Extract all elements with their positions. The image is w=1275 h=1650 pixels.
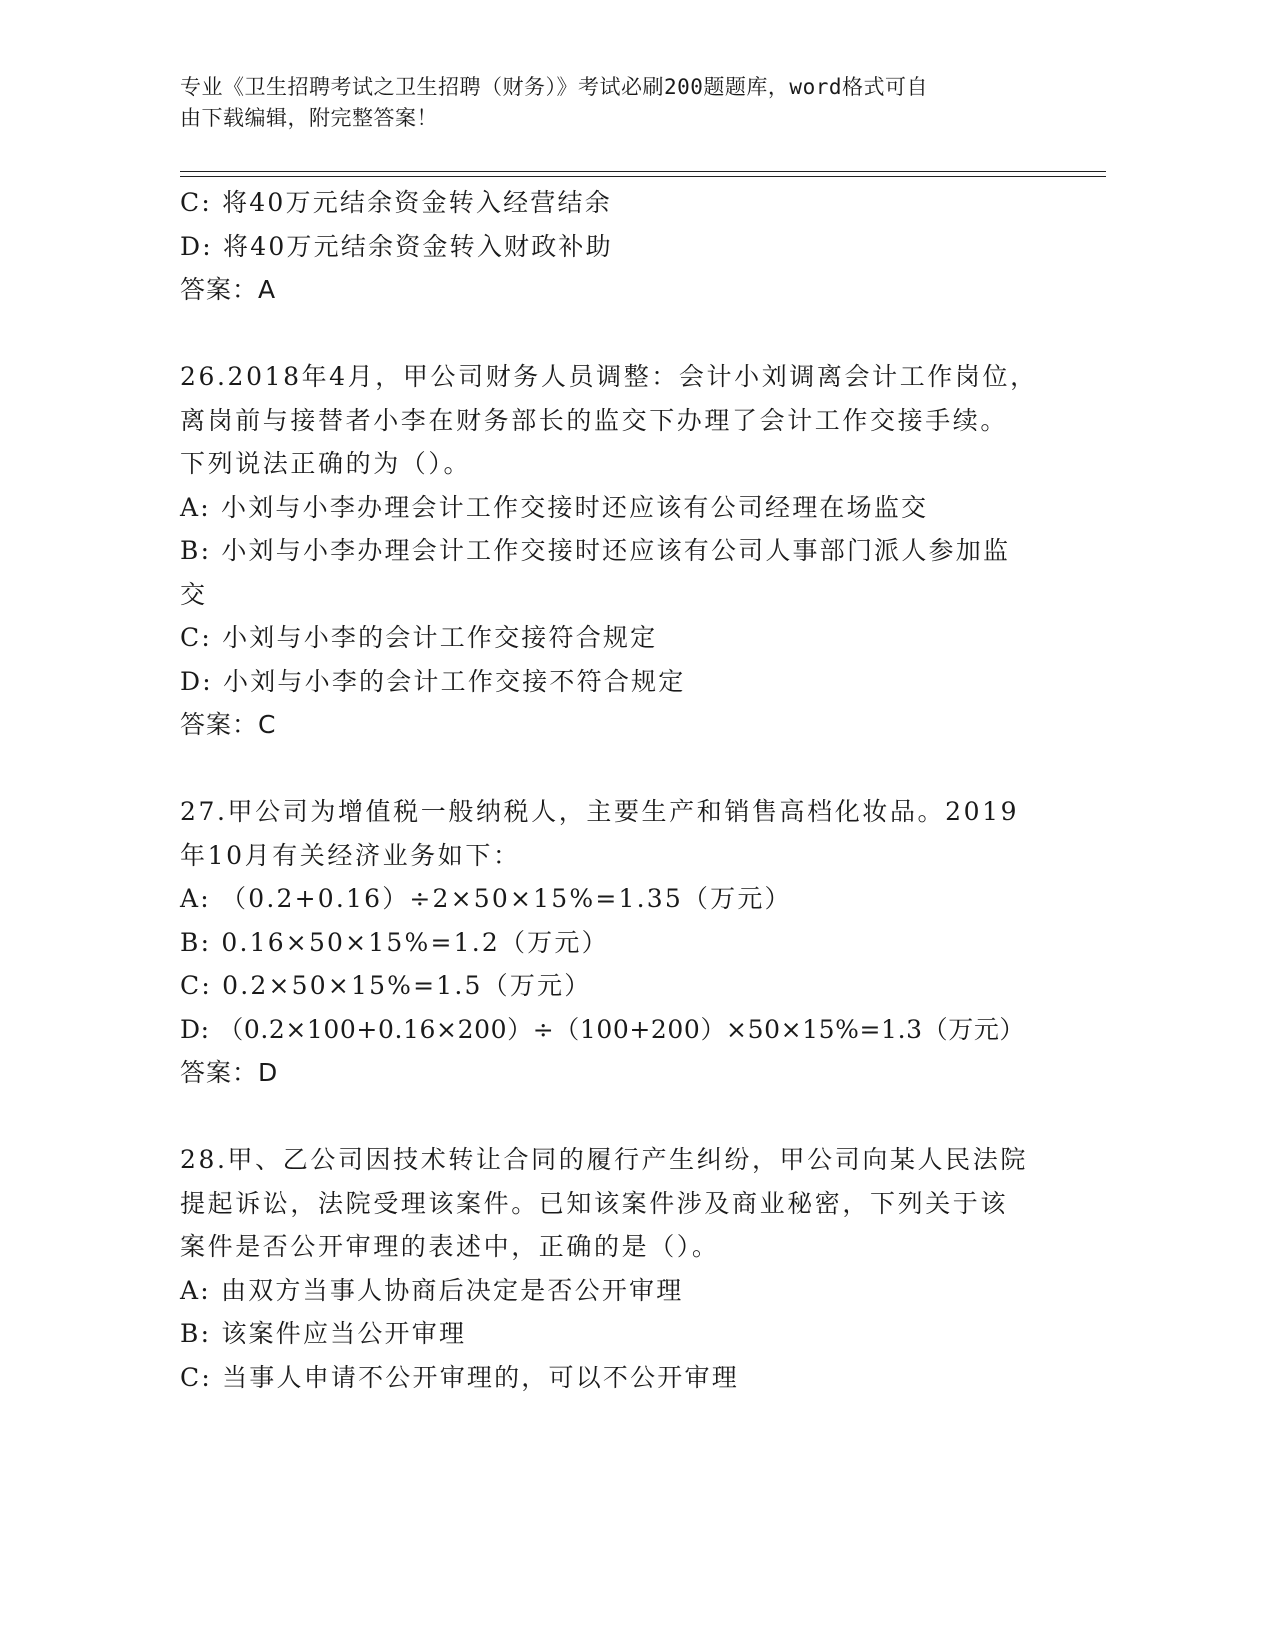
option-d: D: 将40万元结余资金转入财政补助 <box>180 231 613 261</box>
option-b: B: 0.16×50×15%=1.2（万元） <box>180 927 609 957</box>
spacer <box>180 312 1050 356</box>
option-a: A: （0.2+0.16）÷2×50×15%=1.35（万元） <box>180 884 792 913</box>
spacer <box>180 1095 1050 1139</box>
option-c: C: 当事人申请不公开审理的，可以不公开审理 <box>180 1362 739 1392</box>
option-c: C: 将40万元结余资金转入经营结余 <box>180 188 612 217</box>
question-28 <box>180 1138 1050 1399</box>
option-c: C: 小刘与小李的会计工作交接符合规定 <box>180 623 658 652</box>
question-26 <box>180 355 1050 747</box>
header-line-2: 由下载编辑，附完整答案！ <box>180 106 438 130</box>
option-d: D: 小刘与小李的会计工作交接不符合规定 <box>180 666 686 696</box>
previous-question-tail <box>180 181 1050 312</box>
spacer <box>180 747 1050 791</box>
question-stem-line: 26.2018年4月，甲公司财务人员调整：会计小刘调离会计工作岗位， <box>180 362 1038 391</box>
header-line-1: 专业《卫生招聘考试之卫生招聘（财务）》考试必刷200题题库，word格式可自 <box>180 75 928 99</box>
answer-line: 答案：A <box>180 275 277 304</box>
header-rule-top <box>180 171 1106 172</box>
answer-line: 答案：D <box>180 1058 279 1087</box>
option-b: B: 该案件应当公开审理 <box>180 1319 467 1348</box>
question-stem-line: 提起诉讼，法院受理该案件。已知该案件涉及商业秘密，下列关于该 <box>180 1188 1009 1218</box>
question-stem-line: 下列说法正确的为（）。 <box>180 449 472 478</box>
option-d: D: （0.2×100+0.16×200）÷（100+200）×50×15%=1.3（万元） <box>180 1014 1026 1044</box>
question-27 <box>180 790 1050 1095</box>
option-a: A: 小刘与小李办理会计工作交接时还应该有公司经理在场监交 <box>180 492 929 522</box>
option-a: A: 由双方当事人协商后决定是否公开审理 <box>180 1275 684 1305</box>
option-c: C: 0.2×50×15%=1.5（万元） <box>180 971 592 1000</box>
question-stem-line: 离岗前与接替者小李在财务部长的监交下办理了会计工作交接手续。 <box>180 405 1009 435</box>
answer-line: 答案：C <box>180 710 277 739</box>
option-b-continued: 交 <box>180 579 208 609</box>
question-stem-line: 案件是否公开审理的表述中，正确的是（）。 <box>180 1232 720 1261</box>
document-header <box>180 72 1060 134</box>
option-b: B: 小刘与小李办理会计工作交接时还应该有公司人事部门派人参加监 <box>180 536 1011 565</box>
question-stem-line: 年10月有关经济业务如下： <box>180 840 521 870</box>
question-stem-line: 28.甲、乙公司因技术转让合同的履行产生纠纷，甲公司向某人民法院 <box>180 1145 1028 1174</box>
header-rule-bottom <box>180 176 1106 177</box>
question-content <box>180 181 1050 1399</box>
question-stem-line: 27.甲公司为增值税一般纳税人，主要生产和销售高档化妆品。2019 <box>180 797 1020 826</box>
